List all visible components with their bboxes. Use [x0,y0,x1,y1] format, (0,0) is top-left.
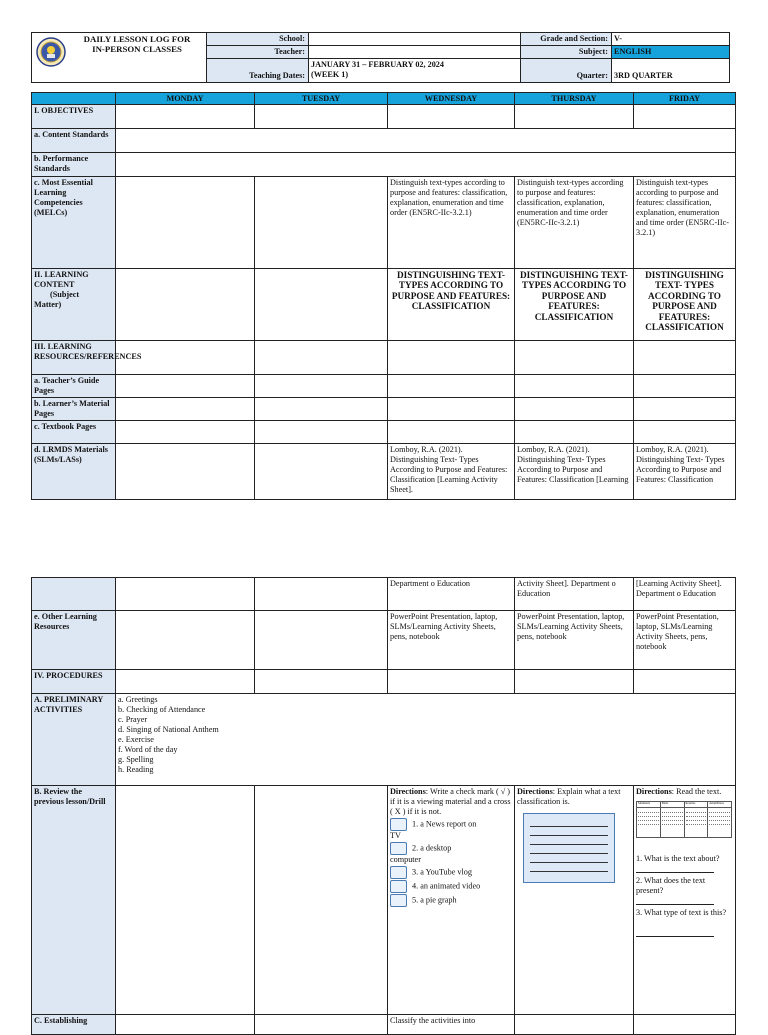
mini-table-cell [684,808,708,838]
row-label-other-resources: e. Other Learning Resources [32,611,116,670]
learning-content-line2: (Subject [50,290,80,299]
lrmds-thursday: Lomboy, R.A. (2021). Distinguishing Text- Types According to Purpose and Features: Classification [Learning [515,444,634,500]
cell[interactable] [255,611,388,670]
melc-thursday: Distinguish text-types according to purpose and features: classification, explanation, enumeration and time order (EN5RC-IIc-3.2.1) [515,177,634,269]
row-label-review: B. Review the previous lesson/Drill [32,786,116,1015]
teaching-dates-field[interactable] [309,59,521,83]
cell[interactable] [388,375,515,398]
drill-item: 3. a YouTube vlog [412,867,472,877]
log-title-line2: IN-PERSON CLASSES [92,44,182,55]
list-item: h. Reading [118,765,154,774]
cell[interactable] [634,375,736,398]
content-standards-cell[interactable] [116,129,736,153]
cell[interactable] [255,444,388,500]
school-label: School: [207,33,309,46]
subject-field[interactable]: ENGLISH [612,46,730,59]
title-spacer [32,59,207,83]
answer-box[interactable] [523,813,615,883]
answer-line [530,818,608,827]
review-wednesday [388,786,515,1015]
topic-wednesday: DISTINGUISHING TEXT- TYPES ACCORDING TO PURPOSE AND FEATURES: CLASSIFICATION [388,269,515,341]
day-header-tuesday: TUESDAY [255,93,388,105]
directions-label: Directions [517,787,553,796]
lrmds-friday: Lomboy, R.A. (2021). Distinguishing Text- Types According to Purpose and Features: Classification [634,444,736,500]
directions-text: : Explain what a text classification is. [517,787,621,806]
cell[interactable] [634,670,736,694]
cell[interactable] [515,375,634,398]
question: 3. What type of text is this? [636,908,727,917]
cell[interactable] [515,341,634,375]
cell[interactable] [116,578,255,611]
lesson-log-table-continued [31,577,736,1035]
mini-table-cell [637,808,661,838]
row-label-establishing: C. Establishing [32,1015,116,1035]
mini-table-header: Amphibians [708,802,732,808]
drill-item: 5. a pie graph [412,895,457,905]
melc-wednesday: Distinguish text-types according to purpose and features: classification, explanation, enumeration and time order (EN5RC-IIc-3.2.1) [388,177,515,269]
question: 2. What does the text present? [636,876,706,895]
list-item: e. Exercise [118,735,154,744]
drill-item: 4. an animated video [412,881,481,891]
row-label-lrmds: d. LRMDS Materials (SLMs/LASs) [32,444,116,500]
quarter-field[interactable]: 3RD QUARTER [612,59,730,83]
cell[interactable] [515,105,634,129]
grade-field[interactable]: V- [612,33,730,46]
drill-item: computer [390,855,421,864]
quarter-label: Quarter: [521,59,612,83]
cell[interactable] [116,670,255,694]
directions-text: : Write a check mark ( √ ) if it is a viewing material and a cross ( X ) if it is not. [390,787,511,816]
header-table [31,32,730,83]
cell[interactable] [116,421,255,444]
review-friday [634,786,736,1015]
classification-mini-table [636,801,732,838]
preliminary-activities-list [116,694,736,786]
teaching-dates-line2: (WEEK 1) [311,70,349,79]
subject-label: Subject: [521,46,612,59]
checkbox[interactable] [390,866,407,879]
cell[interactable] [255,105,388,129]
cell[interactable] [255,398,388,421]
cell[interactable] [255,578,388,611]
cell[interactable] [255,341,388,375]
drill-item: 1. a News report on [412,819,477,829]
school-field[interactable] [309,33,521,46]
row-label-performance-standards: b. Performance Standards [32,153,116,177]
list-item: d. Singing of National Anthem [118,725,219,734]
day-header-monday: MONDAY [116,93,255,105]
cell[interactable] [515,670,634,694]
cell[interactable] [388,421,515,444]
mini-table-header: Mammals [637,802,661,808]
cell[interactable] [116,444,255,500]
cell[interactable] [634,421,736,444]
day-header-wednesday: WEDNESDAY [388,93,515,105]
row-label-content-standards: a. Content Standards [32,129,116,153]
cell[interactable] [116,177,255,269]
corner-cell [32,93,116,105]
lrmds-wednesday-cont: Department o Education [388,578,515,611]
row-label-learners-material: b. Learner’s Material Pages [32,398,116,421]
checkbox[interactable] [390,842,407,855]
teaching-dates-line1: JANUARY 31 – FEBRUARY 02, 2024 [311,60,444,69]
lrmds-wednesday: Lomboy, R.A. (2021). Distinguishing Text- Types According to Purpose and Features: Classification [Learning Activity Sheet]. [388,444,515,500]
row-label-teachers-guide: a. Teacher’s Guide Pages [32,375,116,398]
teaching-dates-label: Teaching Dates: [207,59,309,83]
answer-line [530,845,608,854]
directions-label: Directions [390,787,426,796]
other-resources-thursday: PowerPoint Presentation, laptop, SLMs/Learning Activity Sheets, pens, notebook [515,611,634,670]
mini-table-header: Reptiles [684,802,708,808]
cell[interactable] [634,105,736,129]
review-thursday [515,786,634,1015]
other-resources-wednesday: PowerPoint Presentation, laptop, SLMs/Learning Activity Sheets, pens, notebook [388,611,515,670]
cell[interactable] [388,670,515,694]
establishing-wednesday: Classify the activities into [388,1015,515,1035]
directions-label: Directions [636,787,672,796]
answer-line [530,863,608,872]
cell[interactable] [255,786,388,1015]
cell[interactable] [255,177,388,269]
directions-text: : Read the text. [671,787,722,796]
other-resources-friday: PowerPoint Presentation, laptop, SLMs/Learning Activity Sheets, pens, notebook [634,611,736,670]
cell[interactable] [255,670,388,694]
row-label-preliminary: A. PRELIMINARY ACTIVITIES [32,694,116,786]
cell[interactable] [116,1015,255,1035]
cell[interactable] [116,398,255,421]
topic-friday: DISTINGUISHING TEXT- TYPES ACCORDING TO PURPOSE AND FEATURES: CLASSIFICATION [634,269,736,341]
drill-item: 2. a desktop [412,843,452,853]
lrmds-thursday-cont: Activity Sheet]. Department o Education [515,578,634,611]
row-label-melcs: c. Most Essential Learning Competencies (MELCs) [32,177,116,269]
cell[interactable] [515,398,634,421]
cell[interactable] [634,341,736,375]
answer-line [530,827,608,836]
teacher-field[interactable] [309,46,521,59]
melc-friday: Distinguish text-types according to purpose and features: classification, explanation, enumeration and time order (EN5RC-IIc-3.2.1) [634,177,736,269]
answer-line[interactable] [636,864,714,873]
row-label-textbook: c. Textbook Pages [32,421,116,444]
cell[interactable] [116,786,255,1015]
learning-content-line1: II. LEARNING CONTENT [34,270,89,289]
list-item: b. Checking of Attendance [118,705,206,714]
answer-line [530,836,608,845]
cell[interactable] [116,269,255,341]
cell[interactable] [116,375,255,398]
log-title [32,33,207,59]
row-label-continued [32,578,116,611]
row-label-objectives: I. OBJECTIVES [32,105,116,129]
cell[interactable] [116,105,255,129]
list-item: c. Prayer [118,715,148,724]
day-header-friday: FRIDAY [634,93,736,105]
checkbox[interactable] [390,880,407,893]
lrmds-friday-cont: [Learning Activity Sheet]. Department o Education [634,578,736,611]
teacher-label: Teacher: [207,46,309,59]
question: 1. What is the text about? [636,854,720,863]
cell[interactable] [388,398,515,421]
topic-thursday: DISTINGUISHING TEXT- TYPES ACCORDING TO PURPOSE AND FEATURES: CLASSIFICATION [515,269,634,341]
performance-standards-cell[interactable] [116,153,736,177]
cell[interactable] [515,1015,634,1035]
checkbox[interactable] [390,894,407,907]
cell[interactable] [255,1015,388,1035]
mini-table-cell [708,808,732,838]
row-label-learning-resources: III. LEARNING RESOURCES/REFERENCES [32,341,116,375]
mini-table-cell [660,808,684,838]
mini-table-header: Birds [660,802,684,808]
answer-line[interactable] [636,928,714,937]
cell[interactable] [116,611,255,670]
row-label-procedures: IV. PROCEDURES [32,670,116,694]
cell[interactable] [515,421,634,444]
checkbox[interactable] [390,818,407,831]
list-item: a. Greetings [118,695,158,704]
cell[interactable] [255,421,388,444]
cell[interactable] [388,341,515,375]
answer-line [530,854,608,863]
cell[interactable] [634,1015,736,1035]
row-label-learning-content [32,269,116,341]
learning-content-line3: Matter) [34,300,62,309]
lesson-log-table [31,92,736,500]
cell[interactable] [255,375,388,398]
grade-label: Grade and Section: [521,33,612,46]
drill-item: TV [390,831,401,840]
day-header-thursday: THURSDAY [515,93,634,105]
cell[interactable] [388,105,515,129]
cell[interactable] [634,398,736,421]
list-item: f. Word of the day [118,745,178,754]
log-title-line1: DAILY LESSON LOG FOR [83,34,191,44]
cell[interactable] [255,269,388,341]
answer-line[interactable] [636,896,714,905]
list-item: g. Spelling [118,755,154,764]
